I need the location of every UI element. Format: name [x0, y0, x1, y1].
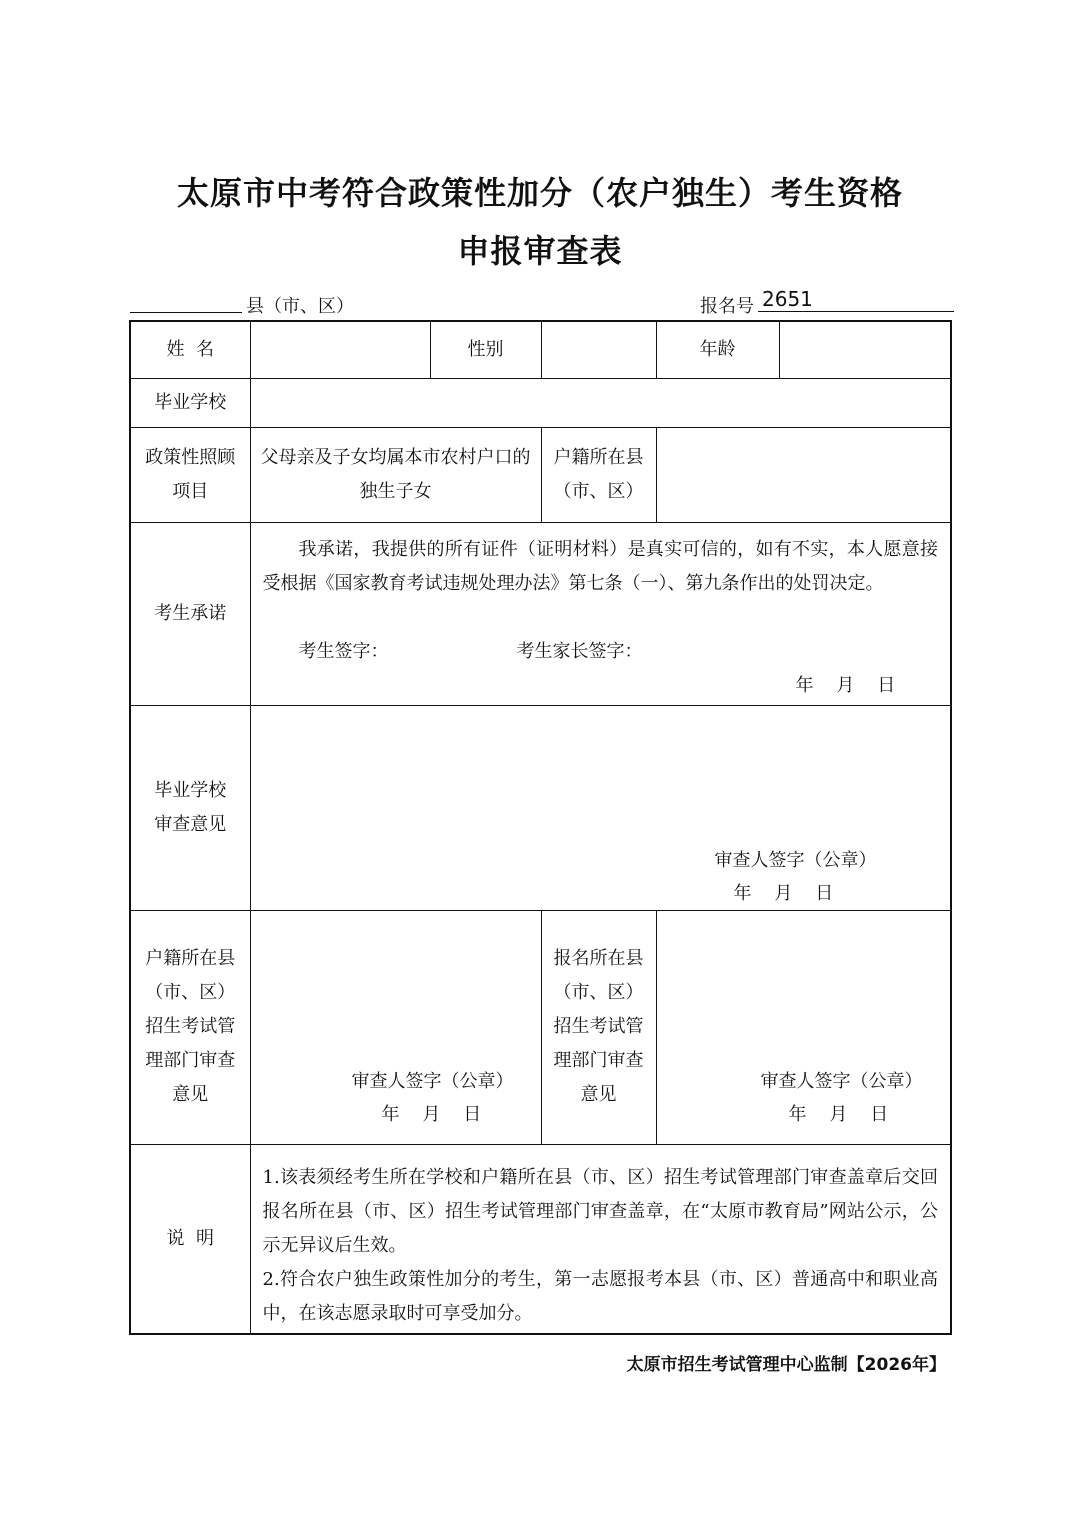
notes-cell	[250, 1144, 951, 1334]
policy-value: 父母亲及子女均属本市农村户口的独生子女	[250, 427, 541, 522]
note-2: 2.符合农户独生政策性加分的考生，第一志愿报考本县（市、区）普通高中和职业高中，在该志愿录取时可享受加分。	[262, 1268, 938, 1324]
policy-label: 政策性照顾项目	[130, 427, 250, 522]
household-reviewer-sign: 审查人签字（公章）	[351, 1070, 514, 1092]
school-label: 毕业学校	[130, 378, 250, 427]
note-1: 1.该表须经考生所在学校和户籍所在县（市、区）招生考试管理部门审查盖章后交回报名所在县（市、区）招生考试管理部门审查盖章，在“太原市教育局”网站公示，公示无异议后生效。	[262, 1166, 938, 1256]
reg-review-cell[interactable]	[656, 910, 951, 1144]
notes-label: 说 明	[130, 1144, 250, 1334]
parent-sign[interactable]: 考生家长签字：	[516, 640, 643, 662]
form-title: 太原市中考符合政策性加分（农户独生）考生资格	[176, 174, 903, 212]
reg-reviewer-sign: 审查人签字（公章）	[760, 1070, 923, 1092]
promise-date: 年 月 日	[795, 674, 896, 696]
school-review-date: 年 月 日	[733, 882, 834, 904]
household-review-cell[interactable]	[250, 910, 541, 1144]
name-field[interactable]	[250, 321, 430, 378]
age-label: 年龄	[656, 321, 779, 378]
household-review-label: 户籍所在县（市、区）招生考试管理部门审查意见	[130, 910, 250, 1144]
school-review-cell[interactable]	[250, 705, 951, 910]
age-field[interactable]	[779, 321, 951, 378]
household-label: 户籍所在县（市、区）	[541, 427, 656, 522]
household-review-date: 年 月 日	[381, 1103, 482, 1125]
reg-review-label: 报名所在县（市、区）招生考试管理部门审查意见	[541, 910, 656, 1144]
promise-text: 我承诺，我提供的所有证件（证明材料）是真实可信的，如有不实，本人愿意接受根据《国家教育考试违规处理办法》第七条（一）、第九条作出的处罚决定。	[262, 538, 938, 594]
reg-number-field[interactable]: 2651	[758, 287, 954, 312]
form-subtitle: 申报审查表	[457, 232, 623, 270]
student-sign[interactable]: 考生签字：	[298, 640, 389, 662]
promise-label: 考生承诺	[130, 522, 250, 705]
school-reviewer-sign: 审查人签字（公章）	[714, 849, 877, 871]
footer-supervisor: 太原市招生考试管理中心监制【2026年】	[626, 1355, 946, 1375]
county-suffix: 县（市、区）	[246, 296, 354, 317]
name-label: 姓 名	[130, 321, 250, 378]
school-field[interactable]	[250, 378, 951, 427]
school-review-label: 毕业学校审查意见	[130, 705, 250, 910]
reg-review-date: 年 月 日	[788, 1103, 889, 1125]
reg-label: 报名号	[700, 296, 754, 317]
gender-field[interactable]	[541, 321, 656, 378]
application-table	[129, 320, 952, 1335]
household-field[interactable]	[656, 427, 951, 522]
promise-cell	[250, 522, 951, 705]
county-blank[interactable]	[130, 312, 242, 313]
gender-label: 性别	[430, 321, 541, 378]
header-line	[130, 287, 950, 317]
